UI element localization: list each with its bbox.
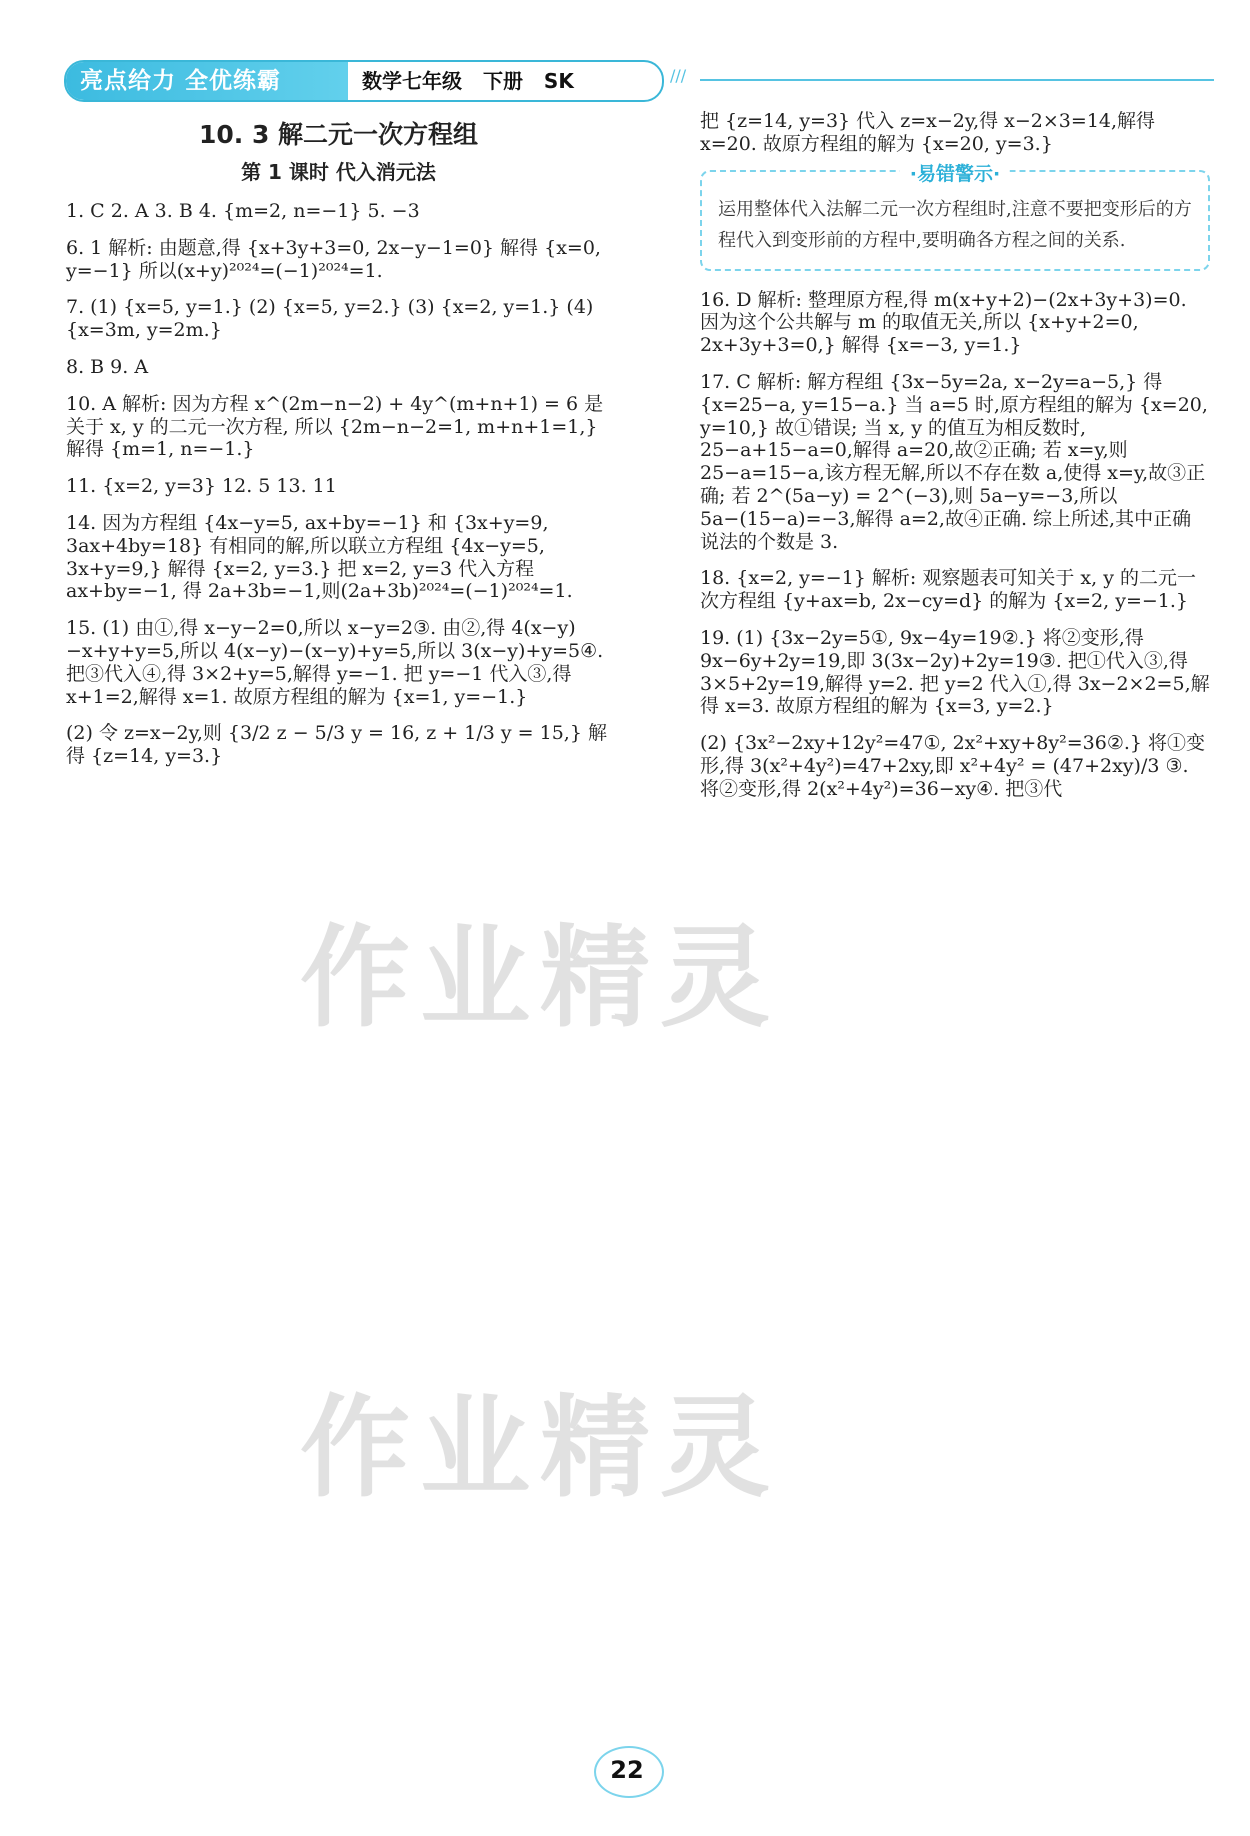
header-rule [700, 79, 1214, 81]
right-column [700, 110, 1210, 815]
header-slash-decoration: /// [670, 66, 687, 85]
answer-line: 8. B 9. A [66, 355, 149, 378]
answer-line: 把 {z=14, y=3} 代入 z=x−2y,得 x−2×3=14,解得 x=20. 故原方程组的解为 {x=20, y=3.} [700, 110, 1156, 155]
answer-line: 16. D 解析: 整理原方程,得 m(x+y+2)−(2x+3y+3)=0. 因为这个公共解与 m 的取值无关,所以 {x+y+2=0, 2x+3y+3=0,} 解得 {x=−3, y=1.} [700, 288, 1187, 357]
warning-text: 运用整体代入法解二元一次方程组时,注意不要把变形后的方程代入到变形前的方程中,要明确各方程之间的关系. [718, 198, 1192, 252]
page-number: 22 [610, 1756, 644, 1784]
answer-line: 19. (1) {3x−2y=5①, 9x−4y=19②.} 将②变形,得 9x−6y+2y=19,即 3(3x−2y)+2y=19③. 把①代入③,得 3×5+2y=19,解得 y=2. 把 y=2 代入①,得 3x−2×2=5,解得 x=3. 故原方程组的解为 {x=3, y=2.} [700, 626, 1210, 718]
watermark: 作业精灵 [300, 914, 780, 1042]
error-warning-box [700, 162, 1210, 271]
answer-line: 6. 1 解析: 由题意,得 {x+3y+3=0, 2x−y−1=0} 解得 {x=0, y=−1} 所以(x+y)²⁰²⁴=(−1)²⁰²⁴=1. [66, 236, 601, 282]
book-title: 数学七年级 下册 SK [362, 69, 574, 93]
answer-line: 17. C 解析: 解方程组 {3x−5y=2a, x−2y=a−5,} 得 {x=25−a, y=15−a.} 当 a=5 时,原方程组的解为 {x=20, y=10,} 故①错误; 当 x, y 的值互为相反数时, 25−a+15−a=0,解得 a=20,故②正确; 若 x=y,则 25−a=15−a,该方程无解,所以不存在数 a,使得 x=y,故③正确; 若 2^(5a−y) = 2^(−3),则 5a−y=−3,所以 5a−(15−a)=−3,解得 a=2,故④正确. 综上所述,其中正确说法的个数是 3. [700, 370, 1208, 553]
lesson-subtitle: 第 1 课时 代入消元法 [241, 160, 436, 184]
answer-line: 11. {x=2, y=3} 12. 5 13. 11 [66, 475, 337, 498]
answer-line: 15. (1) 由①,得 x−y−2=0,所以 x−y=2③. 由②,得 4(x−y)−x+y+y=5,所以 4(x−y)−(x−y)+y=5,所以 3(x−y)+y=5④. 把③代入④,得 3×2+y=5,解得 y=−1. 把 y=−1 代入③,得 x+1=2,解得 x=1. 故原方程组的解为 {x=1, y=−1.} [66, 617, 604, 708]
answer-line: 1. C 2. A 3. B 4. {m=2, n=−1} 5. −3 [66, 200, 420, 222]
header-banner [64, 60, 664, 102]
left-column [66, 110, 611, 782]
brand-logo: 亮点给力 全优练霸 [66, 62, 348, 100]
section-title: 10. 3 解二元一次方程组 [198, 120, 479, 149]
answer-line: (2) {3x²−2xy+12y²=47①, 2x²+xy+8y²=36②.} 将①变形,得 3(x²+4y²)=47+2xy,即 x²+4y² = (47+2xy)/3 ③. 将②变形,得 2(x²+4y²)=36−xy④. 把③代 [700, 732, 1206, 800]
answer-line: (2) 令 z=x−2y,则 {3/2 z − 5/3 y = 16, z + 1/3 y = 15,} 解得 {z=14, y=3.} [66, 722, 607, 768]
answer-line: 14. 因为方程组 {4x−y=5, ax+by=−1} 和 {3x+y=9, 3ax+4by=18} 有相同的解,所以联立方程组 {4x−y=5, 3x+y=9,} 解得 {x=2, y=3.} 把 x=2, y=3 代入方程 ax+by=−1, 得 2a+3b=−1,则(2a+3b)²⁰²⁴=(−1)²⁰²⁴=1. [66, 511, 573, 603]
page-header [64, 60, 1214, 98]
answer-line: 10. A 解析: 因为方程 x^(2m−n−2) + 4y^(m+n+1) = 6 是关于 x, y 的二元一次方程, 所以 {2m−n−2=1, m+n+1=1,} 解得 {m=1, n=−1.} [66, 392, 604, 461]
watermark: 作业精灵 [300, 1384, 780, 1512]
warning-title: ·易错警示· [900, 158, 1010, 191]
answer-line: 18. {x=2, y=−1} 解析: 观察题表可知关于 x, y 的二元一次方程组 {y+ax=b, 2x−cy=d} 的解为 {x=2, y=−1.} [700, 567, 1196, 613]
answer-line: 7. (1) {x=5, y=1.} (2) {x=5, y=2.} (3) {x=2, y=1.} (4) {x=3m, y=2m.} [66, 296, 594, 342]
